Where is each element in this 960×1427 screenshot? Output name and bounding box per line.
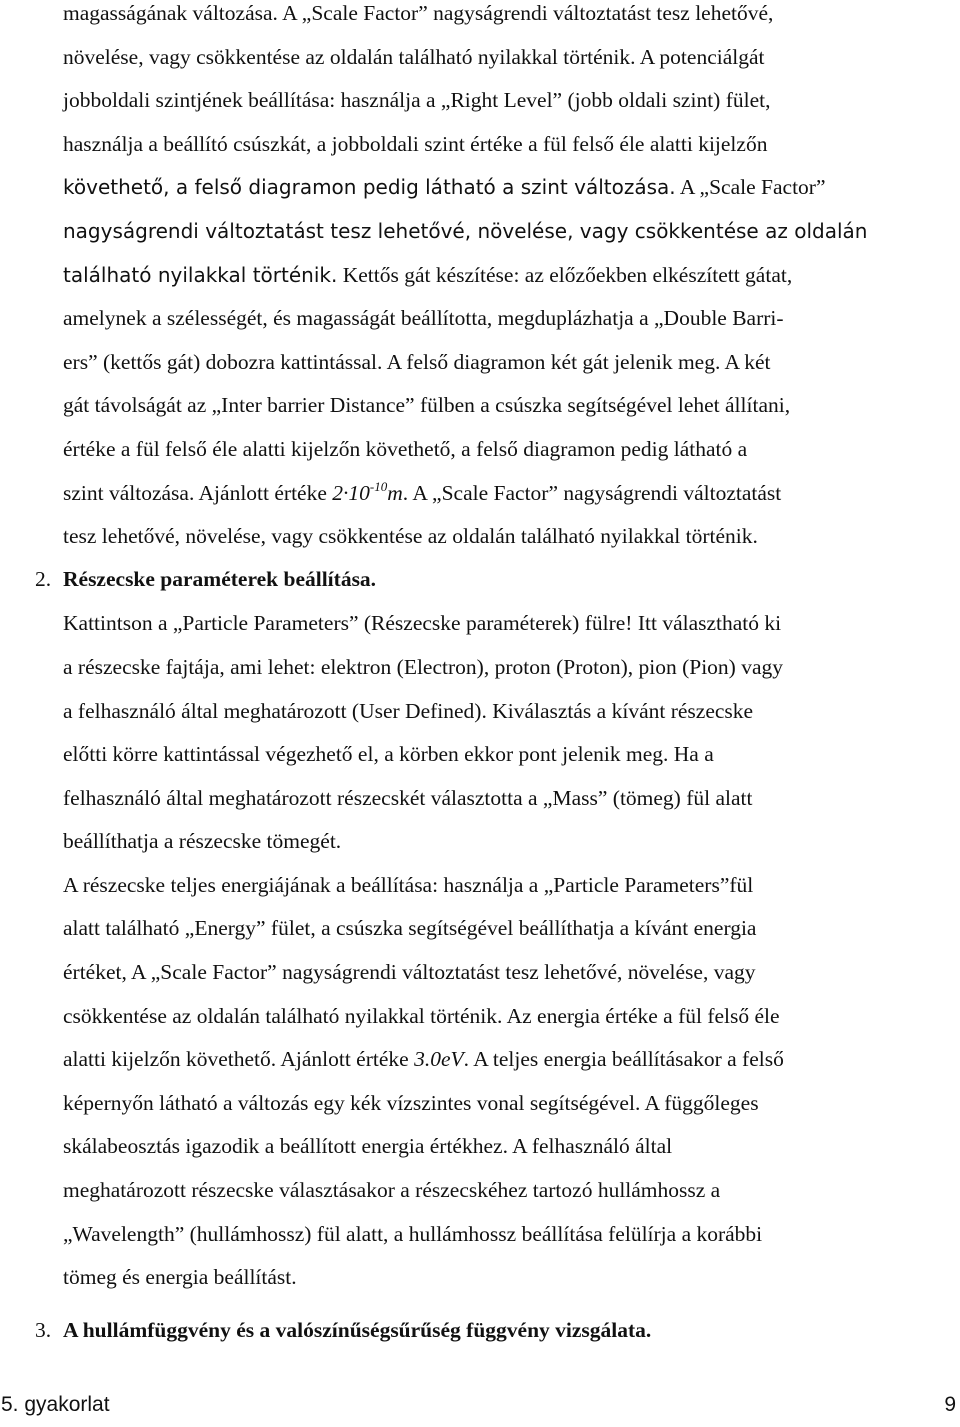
section-heading xyxy=(35,567,376,592)
text-line: gát távolságát az „Inter barrier Distance” fülben a csúszka segítségével lehet állítani, xyxy=(63,393,791,418)
text-line: képernyőn látható a változás egy kék vízszintes vonal segítségével. A függőleges xyxy=(63,1090,759,1115)
text-line xyxy=(63,472,953,516)
section-number: 2. xyxy=(35,567,52,591)
text-line: beállíthatja a részecske tömegét. xyxy=(63,829,342,854)
text-line: használja a beállító csúszkát, a jobboldali szint értéke a fül felső éle alatti kijelzőn xyxy=(63,131,768,156)
text-line xyxy=(63,166,953,210)
formula: 3.0eV xyxy=(414,1047,464,1072)
text-line: nagyságrendi változtatást tesz lehetővé, növelése, vagy csökkentése az oldalán xyxy=(63,218,868,243)
body-text xyxy=(63,0,953,1300)
text-line: előtti körre kattintással végezhető el, a körben ekkor pont jelenik meg. Ha a xyxy=(63,742,714,767)
text-line: magasságának változása. A „Scale Factor” nagyságrendi változtatást tesz lehetővé, xyxy=(63,1,774,25)
text-line: a részecske fajtája, ami lehet: elektron (Electron), proton (Proton), pion (Pion) vagy xyxy=(63,654,783,679)
section-number: 3. xyxy=(35,1318,52,1342)
text-span: követhető, a felső diagramon pedig látható a szint változása. xyxy=(63,175,676,200)
text-line: tömeg és energia beállítást. xyxy=(63,1265,297,1290)
page-number: 9 xyxy=(944,1393,956,1416)
text-line: növelése, vagy csökkentése az oldalán található nyilakkal történik. A potenciálgát xyxy=(63,44,765,69)
text-line: ers” (kettős gát) dobozra kattintással. A felső diagramon két gát jelenik meg. A két xyxy=(63,349,771,374)
text-line: felhasználó által meghatározott részecskét választotta a „Mass” (tömeg) fül alatt xyxy=(63,785,753,810)
text-span: Kettős gát készítése: az előzőekben elkészített gátat, xyxy=(337,262,793,287)
text-line: Kattintson a „Particle Parameters” (Részecske paraméterek) fülre! Itt választható ki xyxy=(63,611,782,636)
text-line: skálabeosztás igazodik a beállított energia értékhez. A felhasználó által xyxy=(63,1134,673,1159)
text-line: jobboldali szintjének beállítása: használja a „Right Level” (jobb oldali szint) fület, xyxy=(63,88,771,113)
page-footer xyxy=(0,1393,960,1427)
text-line: értéke a fül felső éle alatti kijelzőn követhető, a felső diagramon pedig látható a xyxy=(63,436,748,461)
formula-unit: m xyxy=(387,480,403,505)
text-span: . A teljes energia beállításakor a felső xyxy=(463,1047,784,1072)
text-line xyxy=(63,1038,953,1082)
formula: 2·10 xyxy=(332,480,370,505)
section-title: Részecske paraméterek beállítása. xyxy=(63,567,377,591)
section-heading xyxy=(35,1318,651,1343)
text-line: „Wavelength” (hullámhossz) fül alatt, a hullámhossz beállítása felülírja a korábbi xyxy=(63,1221,763,1246)
text-line: tesz lehetővé, növelése, vagy csökkentése az oldalán található nyilakkal történik. xyxy=(63,524,758,549)
text-line: értéket, A „Scale Factor” nagyságrendi változtatást tesz lehetővé, növelése, vagy xyxy=(63,960,756,985)
text-line: meghatározott részecske választásakor a részecskéhez tartozó hullámhossz a xyxy=(63,1178,721,1203)
footer-title: 5. gyakorlat xyxy=(1,1393,110,1416)
text-span: . A „Scale Factor” nagyságrendi változtatást xyxy=(402,480,782,505)
text-line: a felhasználó által meghatározott (User Defined). Kiválasztás a kívánt részecske xyxy=(63,698,754,723)
text-span: A „Scale Factor” xyxy=(675,175,826,200)
section-title: A hullámfüggvény és a valószínűségsűrűség függvény vizsgálata. xyxy=(63,1318,652,1342)
formula-exponent: -10 xyxy=(369,478,388,494)
text-span: alatti kijelzőn követhető. Ajánlott értéke xyxy=(63,1047,415,1072)
text-line: alatt található „Energy” fület, a csúszka segítségével beállíthatja a kívánt energia xyxy=(63,916,757,941)
text-line: A részecske teljes energiájának a beállítása: használja a „Particle Parameters”fül xyxy=(63,872,754,897)
text-line: amelynek a szélességét, és magasságát beállította, megduplázhatja a „Double Barri- xyxy=(63,306,784,331)
text-line xyxy=(63,254,953,298)
text-span: szint változása. Ajánlott értéke xyxy=(63,480,333,505)
text-line: csökkentése az oldalán található nyilakkal történik. Az energia értéke a fül felső éle xyxy=(63,1003,780,1028)
text-span: található nyilakkal történik. xyxy=(63,262,338,287)
